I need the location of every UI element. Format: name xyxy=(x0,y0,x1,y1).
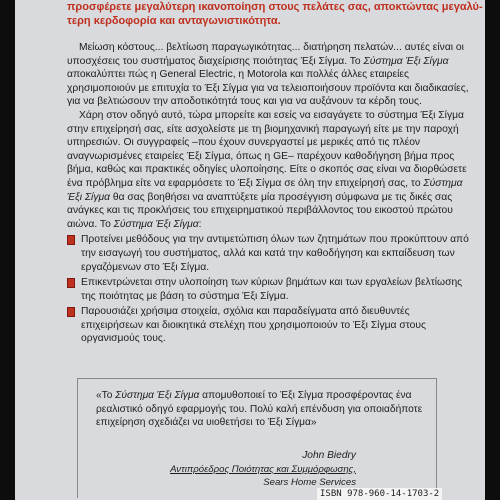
feature-list-item xyxy=(67,233,470,274)
feature-list-item xyxy=(67,276,470,303)
book-title-italic: Σύστημα Έξι Σίγμα xyxy=(113,218,199,230)
feature-list-item xyxy=(67,305,470,346)
feature-text: Παρουσιάζει χρήσιμα στοιχεία, σχόλια και παραδείγματα από διευθυντές επιχειρήσεων και διοικητικά στελέχη που χρησιμοποιούν το Έξι Σίγμα στους οργανισμούς τους. xyxy=(81,306,426,345)
paragraph-2-text-b: θα σας βοηθήσει να αναπτύξετε μία προσέγγιση σύμφωνα με τις δικές σας ανάγκες και τις προκλήσεις του επιχειρηματικού περιβάλλοντος του εικοστού πρώτου αιώνα. Το xyxy=(67,191,453,230)
testimonial-box xyxy=(77,378,437,498)
testimonial-company: Sears Home Services xyxy=(263,477,356,489)
paragraph-2 xyxy=(67,109,470,231)
feature-list xyxy=(67,233,470,346)
testimonial-author: John Biedry xyxy=(302,450,356,461)
paragraph-1-text-a: Μείωση κόστους... βελτίωση παραγωγικότητας... διατήρηση πελατών... αυτές είναι οι υποσχέσεις του συστήματος διαχείρισης ποιότητας Έξι Σίγμα. Το xyxy=(67,42,464,67)
quote-text-b: απομυθοποιεί το Έξι Σίγμα προσφέροντας ένα ρεαλιστικό οδηγό εφαρμογής του. Πολύ καλή επένδυση για οποιαδήποτε επιχείρηση σχεδιάζει να υιοθετήσει το Έξι Σίγμα» xyxy=(96,390,423,429)
intro-highlight-text xyxy=(67,0,483,28)
red-square-bullet-icon xyxy=(67,235,75,245)
testimonial-signature xyxy=(170,449,356,490)
paragraph-1 xyxy=(67,41,470,109)
red-square-bullet-icon xyxy=(67,307,75,317)
testimonial-quote xyxy=(96,389,424,430)
book-title-italic: Σύστημα Έξι Σίγμα xyxy=(363,55,449,67)
intro-line-2: τερη κερδοφορία και ανταγωνιστικότητα. xyxy=(67,15,281,27)
description-body xyxy=(67,41,470,346)
quote-text-a: «Το xyxy=(96,390,116,401)
paragraph-1-text-b: αποκαλύπτει πώς η General Electric, η Motorola και πολλές άλλες εταιρείες χρησιμοποιούν με επιτυχία το Έξι Σίγμα για να τελειοποιήσουν προϊόντα και διαδικασίες, για να βελτιώσουν την αποδοτικότητά τους και για να αυξάνουν τα κέρδη τους. xyxy=(67,69,469,108)
paragraph-2-text-c: : xyxy=(198,218,202,230)
isbn-label: ISBN 978-960-14-1703-2 xyxy=(317,488,442,500)
testimonial-author-role: Αντιπρόεδρος Ποιότητας και Συμμόρφωσης, xyxy=(170,463,356,475)
feature-text: Προτείνει μεθόδους για την αντιμετώπιση όλων των ζητημάτων που προκύπτουν από την εισαγωγή του συστήματος, αλλά και κατά την καθοδήγηση και εκπαίδευση των εργαζόμενων στο Έξι Σίγμα. xyxy=(81,234,469,273)
back-cover xyxy=(15,0,485,500)
feature-text: Επικεντρώνεται στην υλοποίηση των κύριων βημάτων και των εργαλείων βελτίωσης της ποιότητας με βάση το σύστημα Έξι Σίγμα. xyxy=(81,277,463,302)
paragraph-2-text-a: Χάρη στον οδηγό αυτό, τώρα μπορείτε και εσείς να εισαγάγετε το σύστημα Έξι Σίγμα στην επιχείρησή σας, είτε ασχολείστε με τη βιομηχανική παραγωγή είτε με την παροχή υπηρεσιών. Οι συγγραφείς –που έχουν συνεργαστεί με μερικές από τις πλέον αναγνωρισμένες εταιρείες Έξι Σίγμα, όπως η GE– παρέχουν καθοδήγηση βήμα προς βήμα, καθώς και πρακτικές οδηγίες υλοποίησης. Είτε ο σκοπός σας είναι να διορθώσετε ένα πρόβλημα είτε να εφαρμόσετε το Έξι Σίγμα σε όλη την επιχείρησή σας, το xyxy=(67,109,467,189)
book-title-italic: Σύστημα Έξι Σίγμα xyxy=(67,177,463,203)
book-title-italic: Σύστημα Έξι Σίγμα xyxy=(115,390,200,401)
intro-line-1: προσφέρετε μεγαλύτερη ικανοποίηση στους πελάτες σας, αποκτώντας μεγαλύ- xyxy=(67,1,483,13)
red-square-bullet-icon xyxy=(67,278,75,288)
